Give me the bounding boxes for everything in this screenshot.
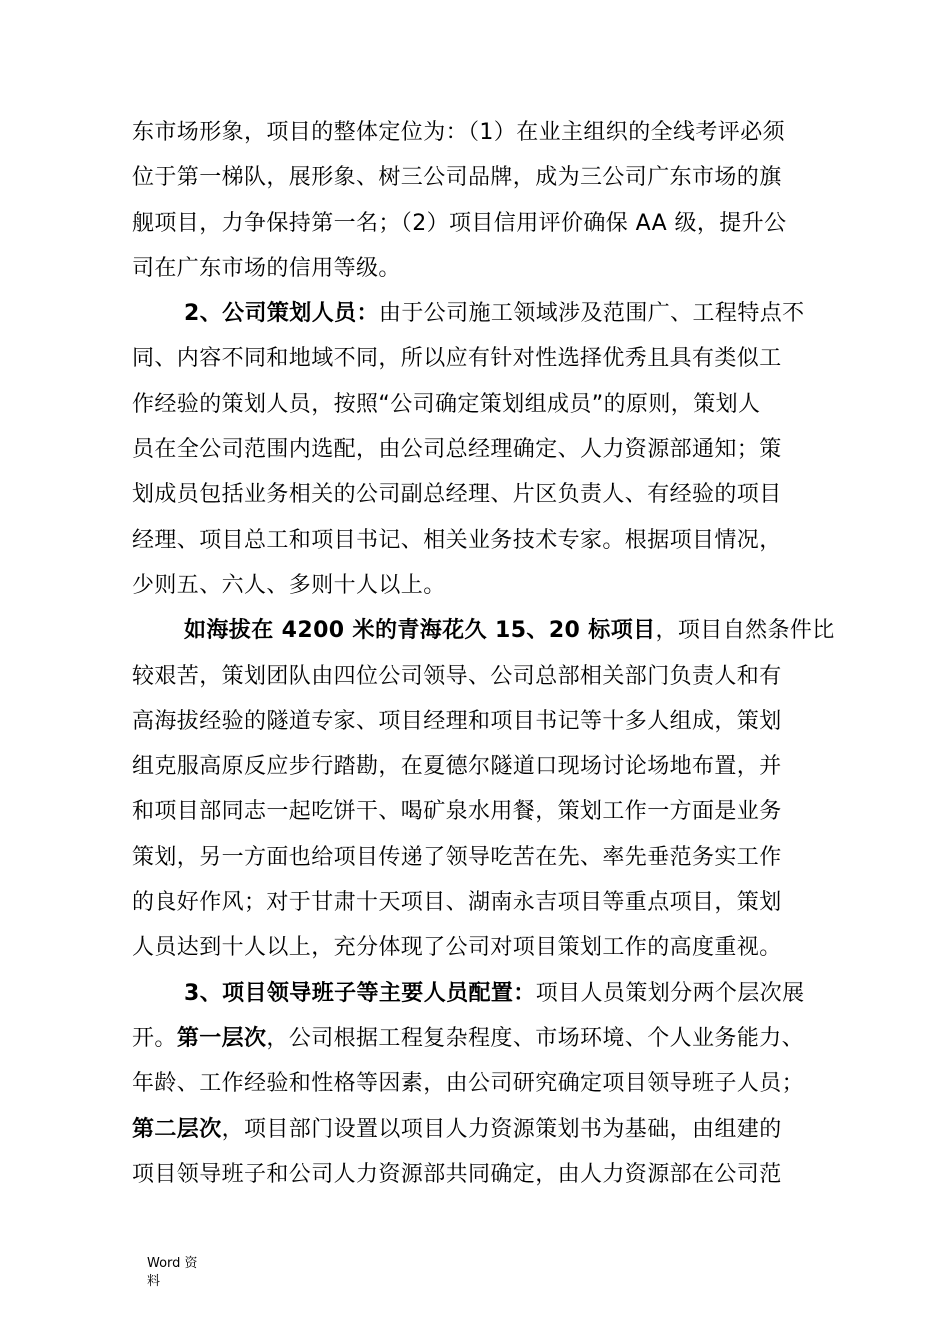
text-line: 东市场形象，项目的整体定位为：（1）在业主组织的全线考评必须 xyxy=(132,120,785,145)
text-line: 舰项目，力争保持第一名；（2）项目信用评价确保 AA 级，提升公 xyxy=(132,210,787,236)
text-line: 组克服高原反应步行踏勘，在夏德尔隧道口现场讨论场地布置，并 xyxy=(132,754,782,780)
example-lead-line: 如海拔在 4200 米的青海花久 15、20 标项目，项目自然条件比 xyxy=(184,618,835,644)
text-line: 项目领导班子和公司人力资源部共同确定，由人力资源部在公司范 xyxy=(132,1161,782,1187)
text-line: 位于第一梯队，展形象、树三公司品牌，成为三公司广东市场的旗 xyxy=(132,165,782,191)
text-line: 同、内容不同和地域不同，所以应有针对性选择优秀且具有类似工 xyxy=(132,346,782,372)
section-heading-line: 3、项目领导班子等主要人员配置：项目人员策划分两个层次展 xyxy=(184,980,805,1006)
text-line: 第二层次，项目部门设置以项目人力资源策划书为基础，由组建的 xyxy=(132,1116,782,1142)
text-line: 员在全公司范围内选配，由公司总经理确定、人力资源部通知；策 xyxy=(132,437,782,463)
text-line: 作经验的策划人员，按照“公司确定策划组成员”的原则，策划人 xyxy=(132,391,761,417)
document-body xyxy=(132,110,835,1197)
section-heading-line: 2、公司策划人员：由于公司施工领域涉及范围广、工程特点不 xyxy=(184,301,805,327)
text-line: 高海拔经验的隧道专家、项目经理和项目书记等十多人组成，策划 xyxy=(132,708,782,734)
text-line: 划成员包括业务相关的公司副总经理、片区负责人、有经验的项目 xyxy=(132,482,782,508)
text-line: 年龄、工作经验和性格等因素，由公司研究确定项目领导班子人员； xyxy=(132,1071,805,1097)
page-footer xyxy=(147,1255,207,1291)
text-line: 的良好作风；对于甘肃十天项目、湖南永吉项目等重点项目，策划 xyxy=(132,890,782,916)
footer-label: Word 资 xyxy=(147,1256,198,1271)
text-line: 人员达到十人以上，充分体现了公司对项目策划工作的高度重视。 xyxy=(132,935,782,961)
text-line: 开。第一层次，公司根据工程复杂程度、市场环境、个人业务能力、 xyxy=(132,1025,805,1051)
text-line: 经理、项目总工和项目书记、相关业务技术专家。根据项目情况， xyxy=(132,527,782,553)
text-line: 和项目部同志一起吃饼干、喝矿泉水用餐，策划工作一方面是业务 xyxy=(132,799,782,825)
text-line: 少则五、六人、多则十人以上。 xyxy=(132,572,446,598)
text-line: 策划，另一方面也给项目传递了领导吃苦在先、率先垂范务实工作 xyxy=(132,844,782,870)
footer-label: 料 xyxy=(147,1274,161,1289)
text-line: 较艰苦，策划团队由四位公司领导、公司总部相关部门负责人和有 xyxy=(132,663,782,689)
text-line: 司在广东市场的信用等级。 xyxy=(132,255,401,281)
